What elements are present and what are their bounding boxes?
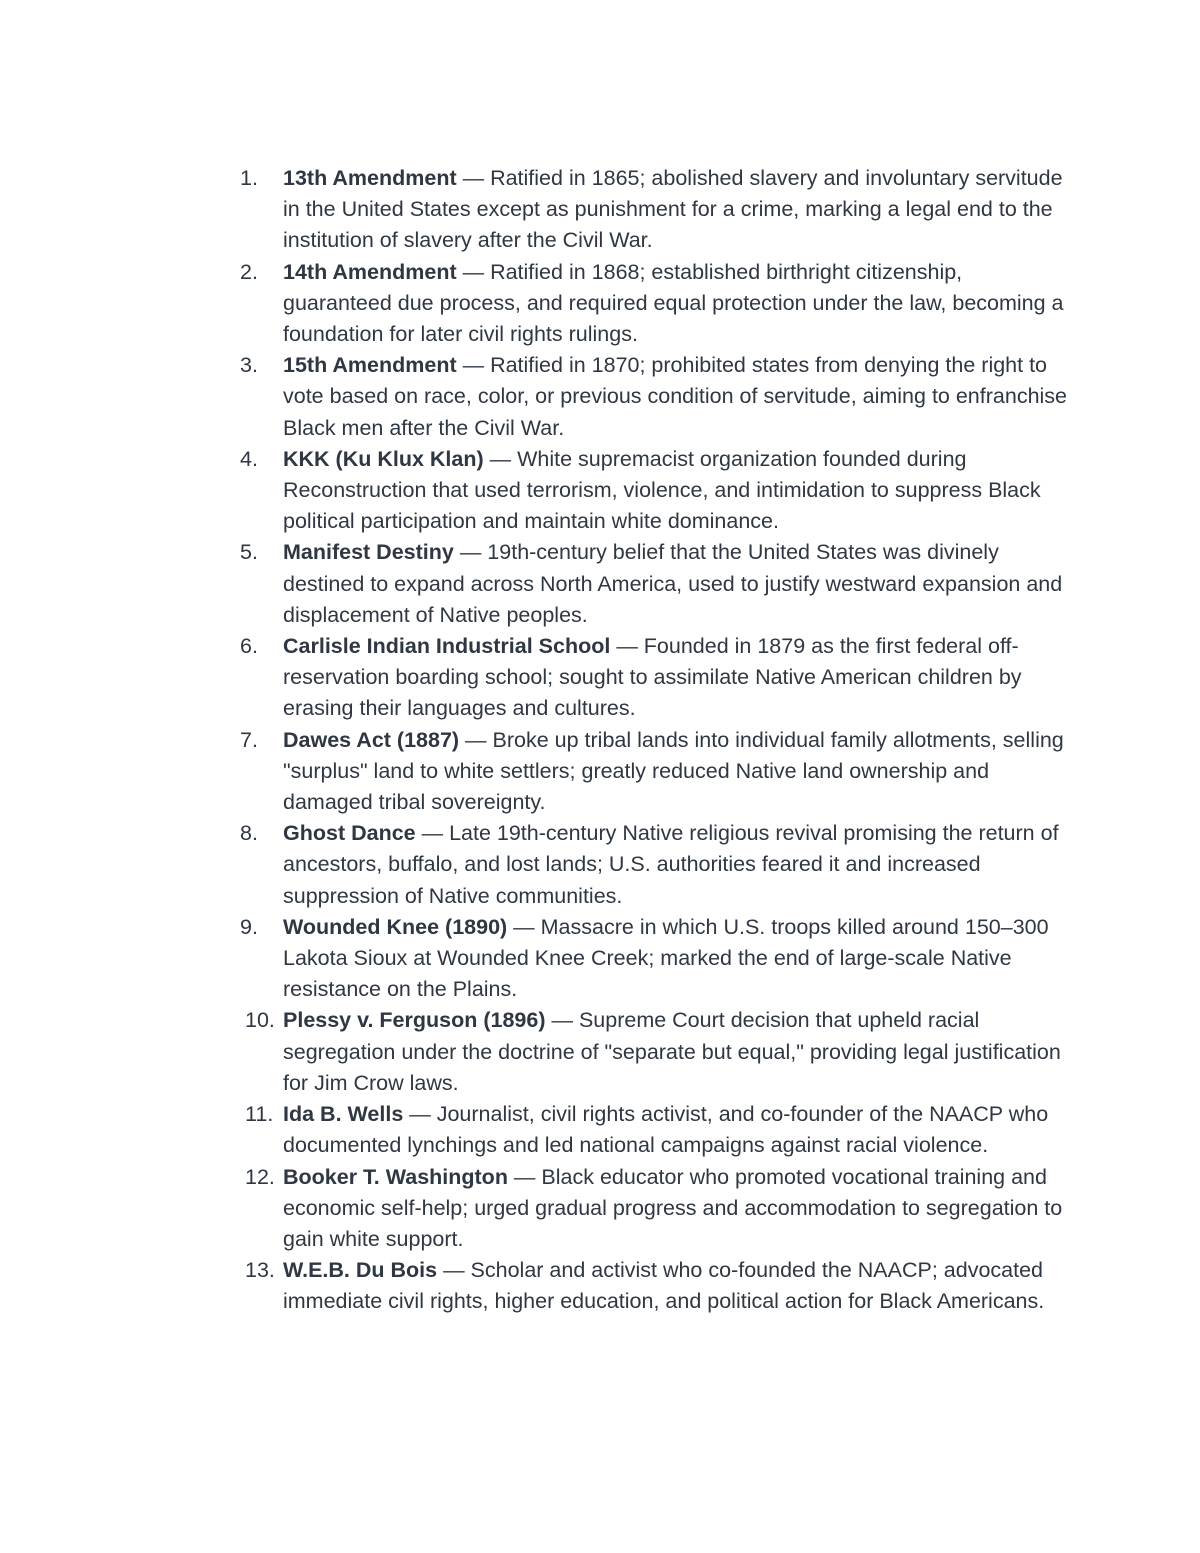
term-name: Wounded Knee (1890) bbox=[283, 914, 508, 939]
item-number: 12. bbox=[245, 1164, 275, 1189]
item-number: 4. bbox=[240, 446, 258, 471]
item-number: 10. bbox=[245, 1008, 275, 1033]
term-description: — Late 19th-century Native religious revival promising the return of ancestors, buffalo, and lost lands; U.S. authorities feared it and increased suppression of Native communities. bbox=[283, 821, 1059, 908]
item-number: 7. bbox=[240, 727, 258, 752]
list-item bbox=[240, 725, 1070, 819]
term-name: 14th Amendment bbox=[283, 259, 457, 284]
term-description: — Scholar and activist who co-founded the NAACP; advocated immediate civil rights, higher education, and political action for Black Americans. bbox=[283, 1258, 1045, 1314]
term-name: Dawes Act (1887) bbox=[283, 727, 460, 752]
list-item bbox=[240, 912, 1070, 1006]
item-number: 8. bbox=[240, 821, 258, 846]
term-description: — Supreme Court decision that upheld racial segregation under the doctrine of "separate but equal," providing legal justification for Jim Crow laws. bbox=[283, 1008, 1061, 1095]
term-name: 15th Amendment bbox=[283, 353, 457, 378]
term-name: Booker T. Washington bbox=[283, 1164, 508, 1189]
list-item bbox=[240, 444, 1070, 538]
term-name: KKK (Ku Klux Klan) bbox=[283, 446, 484, 471]
list-item bbox=[240, 631, 1070, 725]
term-description: — Massacre in which U.S. troops killed around 150–300 Lakota Sioux at Wounded Knee Creek; marked the end of large-scale Native resistance on the Plains. bbox=[283, 914, 1049, 1002]
list-item bbox=[240, 163, 1070, 257]
term-name: 13th Amendment bbox=[283, 166, 457, 190]
item-number: 1. bbox=[240, 166, 258, 190]
list-item bbox=[240, 1005, 1070, 1099]
list-item bbox=[240, 350, 1070, 444]
term-name: W.E.B. Du Bois bbox=[283, 1258, 438, 1283]
term-name: Carlisle Indian Industrial School bbox=[283, 634, 611, 659]
item-number: 5. bbox=[240, 540, 258, 565]
term-name: Ghost Dance bbox=[283, 821, 416, 846]
term-description: — Ratified in 1868; established birthright citizenship, guaranteed due process, and required equal protection under the law, becoming a foundation for later civil rights rulings. bbox=[283, 259, 1064, 347]
item-number: 6. bbox=[240, 634, 258, 659]
term-name: Manifest Destiny bbox=[283, 540, 454, 565]
list-item bbox=[240, 257, 1070, 351]
item-number: 11. bbox=[245, 1102, 274, 1127]
term-description: — Journalist, civil rights activist, and co-founder of the NAACP who documented lynchings and led national campaigns against racial violence. bbox=[283, 1102, 1049, 1158]
item-number: 13. bbox=[245, 1258, 275, 1283]
list-item bbox=[240, 818, 1070, 912]
term-list bbox=[240, 163, 1070, 1318]
item-number: 2. bbox=[240, 259, 258, 284]
term-description: — Ratified in 1865; abolished slavery and involuntary servitude in the United States except as punishment for a crime, marking a legal end to the institution of slavery after the Civil War. bbox=[283, 166, 1063, 253]
list-item bbox=[240, 537, 1070, 631]
term-description: — Broke up tribal lands into individual family allotments, selling "surplus" land to white settlers; greatly reduced Native land ownership and damaged tribal sovereignty. bbox=[283, 727, 1064, 815]
term-description: — Black educator who promoted vocational training and economic self-help; urged gradual progress and accommodation to segregation to gain white support. bbox=[283, 1164, 1063, 1251]
list-item bbox=[240, 1162, 1070, 1256]
item-number: 9. bbox=[240, 914, 258, 939]
term-description: — Ratified in 1870; prohibited states from denying the right to vote based on race, color, or previous condition of servitude, aiming to enfranchise Black men after the Civil War. bbox=[283, 353, 1068, 440]
term-description: — Founded in 1879 as the first federal off-reservation boarding school; sought to assimilate Native American children by erasing their languages and cultures. bbox=[283, 634, 1022, 721]
list-item bbox=[240, 1255, 1070, 1317]
item-number: 3. bbox=[240, 353, 258, 378]
list-item bbox=[240, 1099, 1070, 1161]
term-name: Ida B. Wells bbox=[283, 1102, 404, 1127]
term-name: Plessy v. Ferguson (1896) bbox=[283, 1008, 546, 1033]
term-description: — White supremacist organization founded during Reconstruction that used terrorism, violence, and intimidation to suppress Black political participation and maintain white dominance. bbox=[283, 446, 1041, 534]
term-description: — 19th-century belief that the United States was divinely destined to expand across North America, used to justify westward expansion and displacement of Native peoples. bbox=[283, 540, 1063, 627]
